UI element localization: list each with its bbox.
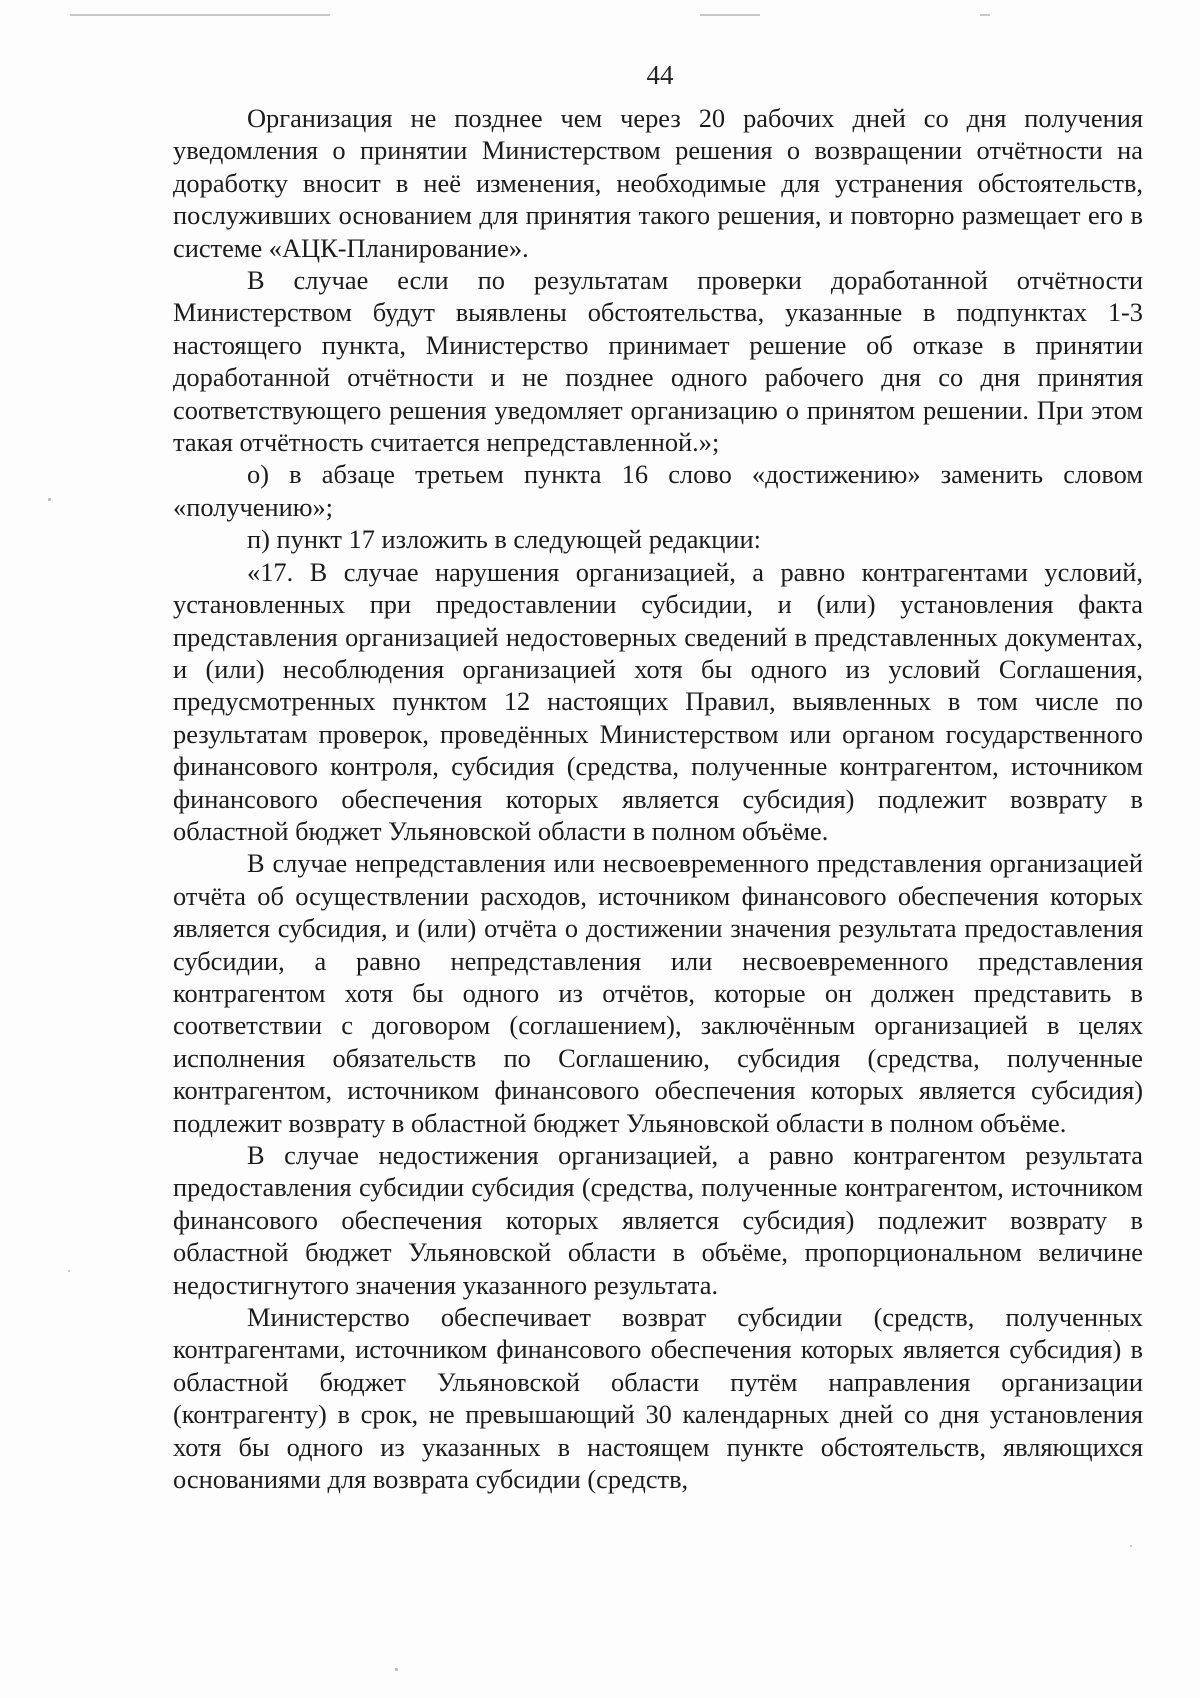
scan-speck <box>1130 1545 1132 1547</box>
scan-speck <box>395 1668 398 1671</box>
scan-speck <box>48 498 51 501</box>
paragraph: В случае непредставления или несвоевременного представления организацией отчёта об осуществлении расходов, источником финансового обеспечения которых является субсидия, и (или) отчёта о достижении значения результата предоставления субсидии, а равно непредставления или несвоевременного представления контрагентом хотя бы одного из отчётов, которые он должен представить в соответствии с договором (соглашением), заключённым организацией в целях исполнения обязательств по Соглашению, субсидия (средства, полученные контрагентом, источником финансового обеспечения которых является субсидия) подлежит возврату в областной бюджет Ульяновской области в полном объёме. <box>173 848 1143 1138</box>
paragraph: п) пункт 17 изложить в следующей редакции: <box>247 524 761 555</box>
scan-artifact <box>700 14 760 16</box>
paragraph: Организация не позднее чем через 20 рабочих дней со дня получения уведомления о принятии Министерством решения о возвращении отчётности на доработку вносит в неё изменения, необходимые для устранения обстоятельств, послуживших основанием для принятия такого решения, и повторно размещает его в системе «АЦК-Планирование». <box>173 103 1143 263</box>
scan-artifact <box>980 14 990 16</box>
scan-speck <box>68 1270 70 1272</box>
paragraph: о) в абзаце третьем пункта 16 слово «достижению» заменить словом «получению»; <box>173 459 1143 522</box>
scan-artifact <box>70 14 330 16</box>
document-body <box>173 102 1143 1495</box>
page-number: 44 <box>646 60 674 90</box>
paragraph: В случае недостижения организацией, а равно контрагентом результата предоставления субсидии субсидия (средства, полученные контрагентом, источником финансового обеспечения которых является субсидия) подлежит возврату в областной бюджет Ульяновской области в объёме, пропорциональном величине недостигнутого значения указанного результата. <box>173 1140 1143 1300</box>
paragraph: Министерство обеспечивает возврат субсидии (средств, полученных контрагентами, источником финансового обеспечения которых является субсидия) в областной бюджет Ульяновской области путём направления организации (контрагенту) в срок, не превышающий 30 календарных дней со дня установления хотя бы одного из указанных в настоящем пункте обстоятельств, являющихся основаниями для возврата субсидии (средств, <box>173 1302 1143 1495</box>
paragraph: «17. В случае нарушения организацией, а равно контрагентами условий, установленных при предоставлении субсидии, и (или) установления факта представления организацией недостоверных сведений в представленных документах, и (или) несоблюдения организацией хотя бы одного из условий Соглашения, предусмотренных пунктом 12 настоящих Правил, выявленных в том числе по результатам проверок, проведённых Министерством или органом государственного финансового контроля, субсидия (средства, полученные контрагентом, источником финансового обеспечения которых является субсидия) подлежит возврату в областной бюджет Ульяновской области в полном объёме. <box>173 556 1143 846</box>
paragraph: В случае если по результатам проверки доработанной отчётности Министерством будут выявлены обстоятельства, указанные в подпунктах 1-3 настоящего пункта, Министерство принимает решение об отказе в принятии доработанной отчётности и не позднее одного рабочего дня со дня принятия соответствующего решения уведомляет организацию о принятом решении. При этом такая отчётность считается непредставленной.»; <box>173 265 1143 458</box>
